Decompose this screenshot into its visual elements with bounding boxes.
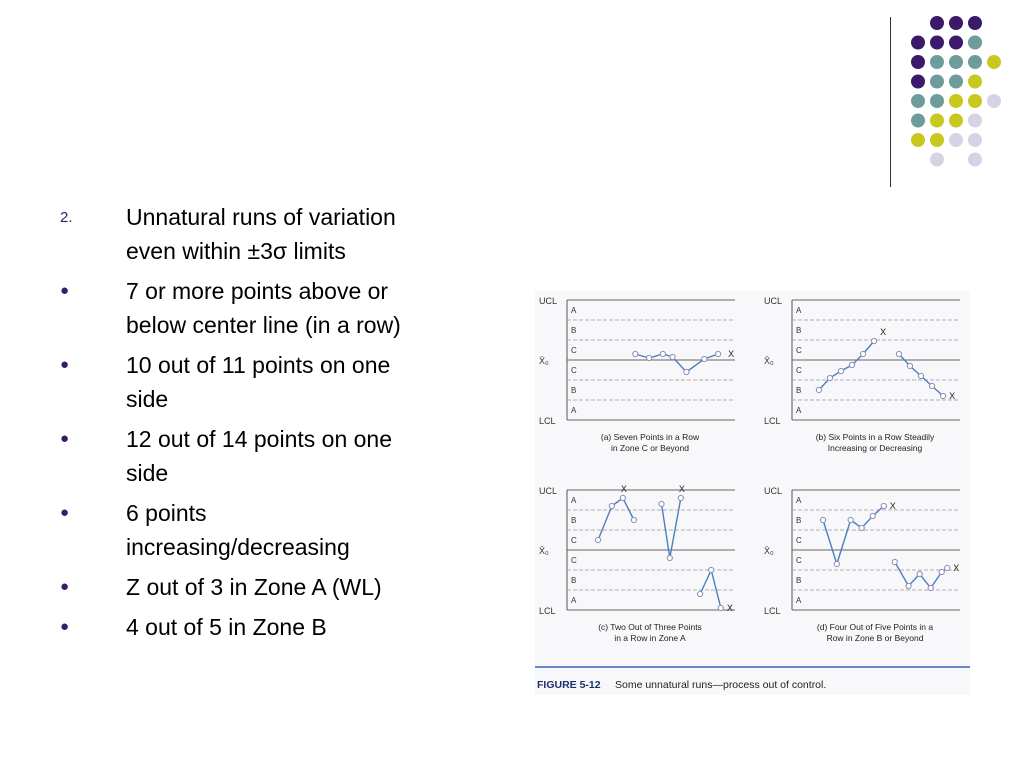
panel-title: (c) Two Out of Three Points <box>598 622 702 632</box>
ucl-label: UCL <box>539 486 558 496</box>
zone-label: A <box>796 596 802 605</box>
list-item-text: 4 out of 5 in Zone B <box>126 614 327 640</box>
series-line <box>662 498 681 558</box>
list-item-text: below center line (in a row) <box>126 312 401 338</box>
chart-panel-d <box>764 486 960 643</box>
data-point <box>907 363 912 368</box>
lcl-label: LCL <box>539 416 556 426</box>
chart-panel-b <box>764 296 960 453</box>
decor-dot <box>987 55 1001 69</box>
decor-dot <box>911 114 925 128</box>
decor-dot <box>949 36 963 50</box>
decor-dot <box>968 55 982 69</box>
center-line-label: X̄₀ <box>539 546 549 556</box>
zone-label: A <box>571 306 577 315</box>
decorative-dot-grid <box>0 0 1024 200</box>
list-item-text: side <box>126 460 169 486</box>
lcl-label: LCL <box>764 416 781 426</box>
decor-dot <box>987 94 1001 108</box>
decor-dot <box>930 114 944 128</box>
center-line-label: X̄₀ <box>764 546 774 556</box>
zone-label: B <box>796 326 802 335</box>
zone-label: C <box>571 366 577 375</box>
decor-dot <box>930 75 944 89</box>
decor-dot <box>968 94 982 108</box>
series-line <box>598 498 634 540</box>
decor-dot <box>930 94 944 108</box>
ucl-label: UCL <box>764 296 783 306</box>
data-point <box>702 356 707 361</box>
data-point <box>670 354 675 359</box>
data-point <box>945 565 950 570</box>
list-item <box>60 610 480 644</box>
chart-panel-a <box>539 296 735 453</box>
list-item-text: 10 out of 11 points on one <box>126 352 391 378</box>
zone-label: C <box>571 556 577 565</box>
lcl-label: LCL <box>764 606 781 616</box>
decor-dot <box>968 16 982 30</box>
zone-label: A <box>571 406 577 415</box>
series-line <box>819 341 874 390</box>
chart-panel-c <box>539 484 735 643</box>
data-point <box>631 517 636 522</box>
list-item-text: Unnatural runs of variation <box>126 204 396 230</box>
data-point <box>660 351 665 356</box>
x-mark: X <box>949 391 956 401</box>
bullet-icon: ● <box>60 430 70 447</box>
x-mark: X <box>726 603 733 613</box>
data-point <box>872 338 877 343</box>
data-point <box>816 387 821 392</box>
decor-dot <box>968 133 982 147</box>
x-mark: X <box>953 563 960 573</box>
x-mark: X <box>880 327 887 337</box>
data-point <box>698 591 703 596</box>
zone-label: B <box>571 576 577 585</box>
zone-label: B <box>796 516 802 525</box>
zone-label: B <box>571 326 577 335</box>
decor-dot <box>911 36 925 50</box>
zone-label: B <box>571 386 577 395</box>
decor-dot <box>968 75 982 89</box>
data-point <box>906 583 911 588</box>
data-point <box>633 351 638 356</box>
data-point <box>718 605 723 610</box>
data-point <box>834 561 839 566</box>
data-point <box>881 503 886 508</box>
bullet-icon: ● <box>60 356 70 373</box>
list-item-text: 6 points <box>126 500 207 526</box>
data-point <box>659 501 664 506</box>
list-item-text: increasing/decreasing <box>126 534 350 560</box>
decor-dot <box>949 114 963 128</box>
decor-dot <box>930 36 944 50</box>
zone-label: B <box>571 516 577 525</box>
data-point <box>647 355 652 360</box>
data-point <box>709 567 714 572</box>
data-point <box>827 375 832 380</box>
data-point <box>820 517 825 522</box>
data-point <box>917 571 922 576</box>
zone-label: A <box>796 406 802 415</box>
panel-title: Increasing or Decreasing <box>827 443 923 453</box>
zone-label: A <box>571 596 577 605</box>
series-line <box>700 570 721 608</box>
zone-label: A <box>796 306 802 315</box>
decor-dot <box>911 94 925 108</box>
decor-dot <box>949 16 963 30</box>
data-point <box>848 517 853 522</box>
bullet-icon: ● <box>60 578 70 595</box>
list-item-text: 12 out of 14 points on one <box>126 426 392 452</box>
data-point <box>609 503 614 508</box>
decor-dot <box>911 75 925 89</box>
panel-title: (d) Four Out of Five Points in a <box>816 622 934 632</box>
data-point <box>838 368 843 373</box>
zone-label: B <box>796 576 802 585</box>
panel-title: in Zone C or Beyond <box>611 443 689 453</box>
list-item <box>60 496 480 564</box>
data-point <box>892 559 897 564</box>
list-item <box>60 348 480 416</box>
decor-dot <box>968 36 982 50</box>
decor-dot <box>949 55 963 69</box>
decor-dot <box>911 55 925 69</box>
list-item-text: Z out of 3 in Zone A (WL) <box>126 574 382 600</box>
list-number: 2. <box>60 209 73 226</box>
data-point <box>896 351 901 356</box>
decor-dot <box>930 16 944 30</box>
zone-label: C <box>571 536 577 545</box>
decor-dot <box>930 55 944 69</box>
bullet-icon: ● <box>60 618 70 635</box>
data-point <box>859 525 864 530</box>
zone-label: C <box>571 346 577 355</box>
data-point <box>595 537 600 542</box>
decor-dot <box>949 94 963 108</box>
data-point <box>870 513 875 518</box>
zone-label: A <box>796 496 802 505</box>
data-point <box>678 495 683 500</box>
figure-caption: Some unnatural runs—process out of control. <box>615 679 827 691</box>
bullet-icon: ● <box>60 282 70 299</box>
panel-title: (a) Seven Points in a Row <box>600 432 700 442</box>
x-mark: X <box>728 349 735 359</box>
x-mark: X <box>678 484 685 494</box>
data-point <box>667 555 672 560</box>
center-line-label: X̄₀ <box>764 356 774 366</box>
data-point <box>928 585 933 590</box>
panel-title: in a Row in Zone A <box>614 633 686 643</box>
control-chart-figure <box>535 290 970 695</box>
decor-dot <box>949 133 963 147</box>
panel-title: Row in Zone B or Beyond <box>826 633 924 643</box>
ucl-label: UCL <box>539 296 558 306</box>
decor-dot <box>911 133 925 147</box>
list-item-text: even within ±3σ limits <box>126 238 346 264</box>
data-point <box>941 393 946 398</box>
center-line-label: X̄₀ <box>539 356 549 366</box>
data-point <box>684 369 689 374</box>
list-item <box>60 200 480 268</box>
list-item-text: side <box>126 386 169 412</box>
list-item-text: 7 or more points above or <box>126 278 389 304</box>
list-item <box>60 274 480 342</box>
data-point <box>716 351 721 356</box>
x-mark: X <box>889 501 896 511</box>
bullet-icon: ● <box>60 504 70 521</box>
panel-title: (b) Six Points in a Row Steadily <box>815 432 935 442</box>
decor-dot <box>949 75 963 89</box>
data-point <box>939 569 944 574</box>
decor-dot <box>968 114 982 128</box>
bullet-list <box>60 200 480 650</box>
x-mark: X <box>620 484 627 494</box>
list-item <box>60 422 480 490</box>
data-point <box>918 373 923 378</box>
data-point <box>860 351 865 356</box>
list-item <box>60 570 480 604</box>
data-point <box>620 495 625 500</box>
zone-label: C <box>796 536 802 545</box>
zone-label: A <box>571 496 577 505</box>
lcl-label: LCL <box>539 606 556 616</box>
decor-dot <box>930 153 944 167</box>
data-point <box>849 362 854 367</box>
decor-dot <box>968 153 982 167</box>
decor-dot <box>930 133 944 147</box>
zone-label: B <box>796 386 802 395</box>
ucl-label: UCL <box>764 486 783 496</box>
data-point <box>929 383 934 388</box>
divider-line <box>890 17 891 187</box>
zone-label: C <box>796 346 802 355</box>
zone-label: C <box>796 556 802 565</box>
zone-label: C <box>796 366 802 375</box>
figure-label: FIGURE 5-12 <box>537 679 601 691</box>
